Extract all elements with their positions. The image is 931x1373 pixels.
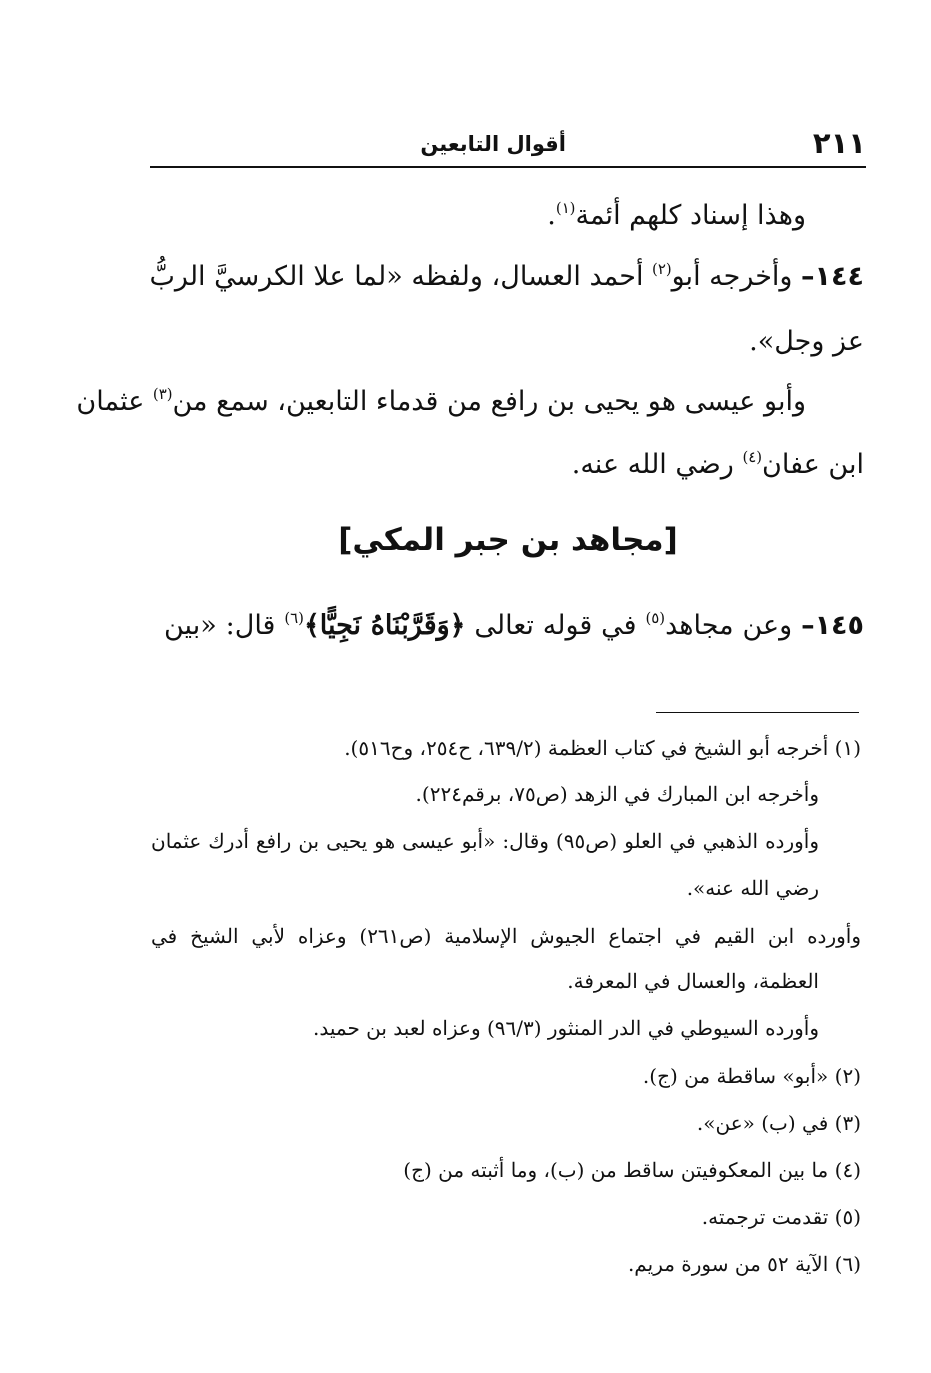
running-title: أقوال التابعين <box>420 132 566 156</box>
body-line-6 <box>164 606 864 646</box>
footnote-1: (١) أخرجه أبو الشيخ في كتاب العظمة (٦٣٩/٢، ح٢٥٤، وح٥١٦). <box>344 736 861 760</box>
report-number: ١٤٥– <box>801 610 865 641</box>
body-line-3 <box>749 322 864 362</box>
footnote-1-continuation: رضي الله عنه». <box>686 876 819 900</box>
footnote-1-continuation: وأورده ابن القيم في اجتماع الجيوش الإسلامية (ص٢٦١) وعزاه لأبي الشيخ في <box>151 924 861 948</box>
section-heading: [مجاهد بن جبر المكي] <box>338 522 678 558</box>
footnote-ref: (٤) <box>742 447 763 466</box>
body-text: وهذا إسناد كلهم أئمة <box>575 200 806 231</box>
footnote-ref: (٢) <box>652 259 672 278</box>
report-number: ١٤٤– <box>801 261 864 292</box>
footnote-ref: (٥) <box>645 608 666 627</box>
body-text: وعن مجاهد <box>665 610 802 641</box>
footnote-1-continuation: وأورده السيوطي في الدر المنثور (٩٦/٣) وعزاه لعبد بن حميد. <box>312 1016 819 1040</box>
footnote-6: (٦) الآية ٥٢ من سورة مريم. <box>627 1252 861 1276</box>
quran-verse: ﴿وَقَرَّبْنَاهُ نَجِيًّا﴾ <box>303 610 466 641</box>
footnote-1-continuation: وأورده الذهبي في العلو (ص٩٥) وقال: «أبو عيسى هو يحيى بن رافع أدرك عثمان <box>151 829 819 853</box>
footnote-3: (٣) في (ب) «عن». <box>696 1111 861 1135</box>
body-text: وأخرجه أبو <box>671 261 802 292</box>
body-text: عثمان <box>76 386 153 417</box>
page-number: ٢١١ <box>812 126 866 160</box>
footnote-1-continuation: العظمة، والعسال في المعرفة. <box>567 969 819 993</box>
body-line-5 <box>572 445 864 485</box>
body-line-2 <box>149 257 864 297</box>
footnote-4: (٤) ما بين المعكوفيتن ساقط من (ب)، وما أثبته من (ج) <box>403 1158 861 1182</box>
body-line-4 <box>76 382 806 422</box>
footnote-ref: (١) <box>555 198 576 217</box>
footnote-1-continuation: وأخرجه ابن المبارك في الزهد (ص٧٥، برقم٢٢٤). <box>415 782 819 806</box>
footnote-2: (٢) «أبو» ساقطة من (ج). <box>642 1064 861 1088</box>
body-text: . <box>547 200 556 231</box>
footnote-divider <box>656 712 859 713</box>
body-line-1 <box>547 196 806 236</box>
footnote-5: (٥) تقدمت ترجمته. <box>701 1205 861 1229</box>
body-text: أحمد العسال، ولفظه «لما علا الكرسيَّ الربُّ <box>149 261 653 292</box>
page-header <box>150 120 866 168</box>
body-text: وأبو عيسى هو يحيى بن رافع من قدماء التابعين، سمع من <box>172 386 806 417</box>
footnote-ref: (٣) <box>152 384 173 403</box>
body-text: عز وجل». <box>749 326 864 357</box>
body-text: قال: «بين <box>164 610 285 641</box>
body-text: رضي الله عنه. <box>571 449 743 480</box>
body-text: ابن عفان <box>762 449 864 480</box>
body-text: في قوله تعالى <box>465 610 646 641</box>
footnote-ref: (٦) <box>284 608 304 627</box>
